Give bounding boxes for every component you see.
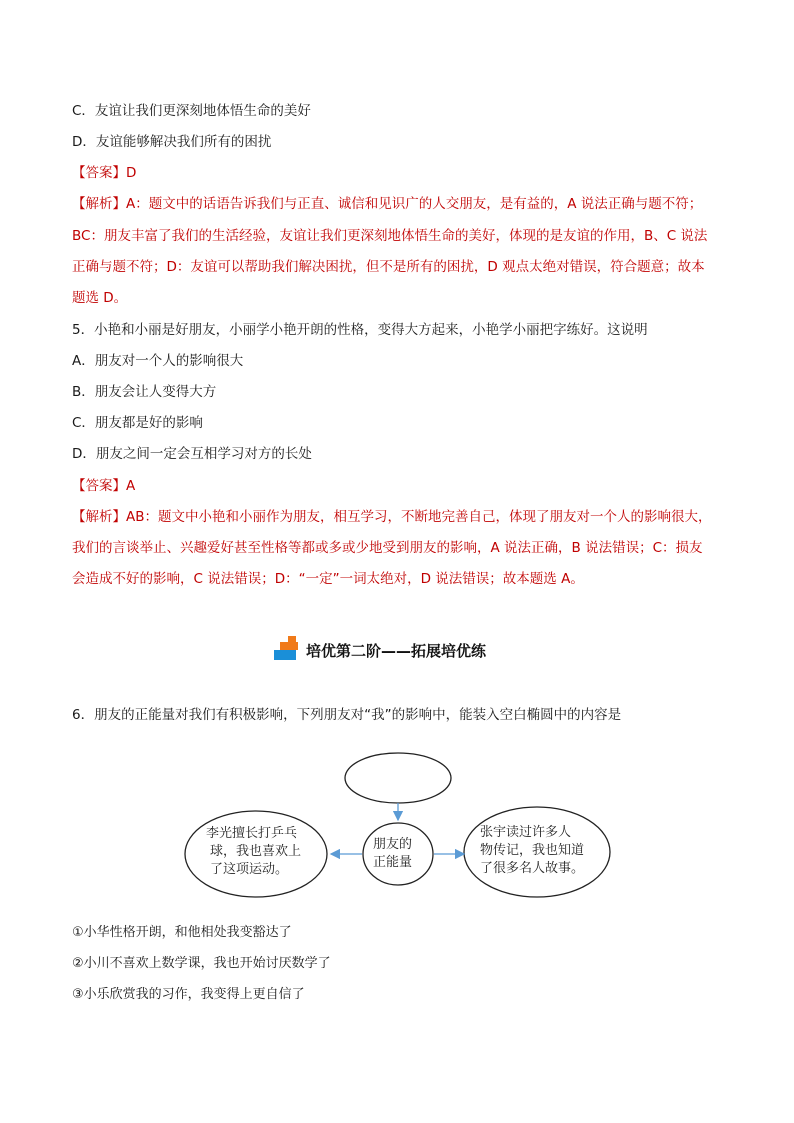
q5-option-c: C．朋友都是好的影响 <box>72 415 203 431</box>
diagram-shapes <box>0 750 794 910</box>
influence-diagram <box>0 750 794 910</box>
answer-value: D <box>126 165 137 181</box>
section-blocks-icon <box>274 636 304 664</box>
analysis-text: AB：题文中小艳和小丽作为朋友，相互学习，不断地完善自己，体现了朋友对一个人的影响很大， <box>126 509 712 525</box>
q5-option-b: B．朋友会让人变得大方 <box>72 384 217 400</box>
left-node-text: 李光擅长打乒乓 球，我也喜欢上 了这项运动。 <box>206 826 302 877</box>
blank-ellipse <box>345 753 451 803</box>
q6-stem: 6．朋友的正能量对我们有积极影响，下列朋友对“我”的影响中，能装入空白椭圆中的内容是 <box>72 707 622 723</box>
q6-item-3: ③小乐欣赏我的习作，我变得上更自信了 <box>72 987 305 1002</box>
q4-analysis-line-3: 正确与题不符；D：友谊可以帮助我们解决困扰，但不是所有的困扰，D 观点太绝对错误，符合题意；故本 <box>72 259 705 275</box>
center-node-text: 朋友的 正能量 <box>373 837 413 870</box>
q5-analysis-line-3: 会造成不好的影响，C 说法错误；D：“一定”一词太绝对，D 说法错误；故本题选 A。 <box>72 571 584 587</box>
section-title: 培优第二阶——拓展培优练 <box>306 642 487 660</box>
q4-analysis-line-2: BC：朋友丰富了我们的生活经验，友谊让我们更深刻地体悟生命的美好，体现的是友谊的作用，B、C 说法 <box>72 228 708 244</box>
q5-analysis-line-2: 我们的言谈举止、兴趣爱好甚至性格等都或多或少地受到朋友的影响，A 说法正确，B 说法错误；C：损友 <box>72 540 703 556</box>
analysis-text: A：题文中的话语告诉我们与正直、诚信和见识广的人交朋友，是有益的，A 说法正确与题不符； <box>126 196 703 212</box>
q5-option-a: A．朋友对一个人的影响很大 <box>72 353 244 369</box>
section-heading <box>0 636 794 664</box>
answer-value: A <box>126 478 136 494</box>
q4-answer <box>72 163 722 183</box>
right-node-text: 张宇读过许多人 物传记，我也知道 了很多名人故事。 <box>480 825 585 876</box>
answer-tag: 【答案】 <box>72 165 126 181</box>
q5-stem: 5．小艳和小丽是好朋友，小丽学小艳开朗的性格，变得大方起来，小艳学小丽把字练好。这说明 <box>72 322 648 338</box>
q5-answer <box>72 476 722 496</box>
q4-option-d: D．友谊能够解决我们所有的困扰 <box>72 134 272 150</box>
q4-analysis-line-1 <box>72 194 722 214</box>
answer-tag: 【答案】 <box>72 478 126 494</box>
q5-option-d: D．朋友之间一定会互相学习对方的长处 <box>72 446 312 462</box>
q6-item-1: ①小华性格开朗，和他相处我变豁达了 <box>72 925 292 940</box>
analysis-tag: 【解析】 <box>72 196 126 212</box>
q6-item-2: ②小川不喜欢上数学课，我也开始讨厌数学了 <box>72 956 331 971</box>
q4-option-c: C．友谊让我们更深刻地体悟生命的美好 <box>72 103 311 119</box>
q5-analysis-line-1 <box>72 507 722 527</box>
analysis-tag: 【解析】 <box>72 509 126 525</box>
q4-analysis-line-4: 题选 D。 <box>72 290 128 306</box>
